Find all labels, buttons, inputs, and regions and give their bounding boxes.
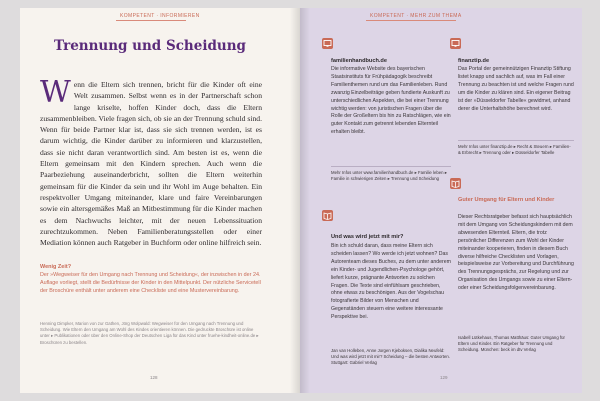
reference-text: Henning Dimpker, Marion von zur Gathen, Jörg Wolpwald: Wegweiser für den Umgang nach Trennung und Scheidung. Wie Eltern den Umgang am Wohl des Kindes orientieren können. Die gedruckte Broschüre ist online unter ▸ Publikationen oder über den Online-Shop der Deutschen Liga für das Kind unter fruehe-kindheit-online.de ▸ Broschüren zu bestellen. [40,321,259,345]
text-finanztip: Das Portal der gemeinnützigen Finanztip Stiftung listet knapp und sachlich auf, was im Fall einer Trennung zu beachten ist und welche Fragen rund um die Kinder zu klären sind. Ein eigener Beitrag ist der »Düsseldorfer Tabelle« gewidmet, anhand derer die Unterhaltshöhe berechnet wird. [458,66,574,112]
divider [458,140,574,141]
divider [331,166,451,167]
text-guter-umgang: Dieser Rechtsratgeber befasst sich hauptsächlich mit dem Umgang von Scheidungskindern mit dem abwesenden Elternteil. Eltern, die trotz persönlicher Differenzen zum Wohl der Kinder miteinander kooperieren, finden in diesem Buch diverse hilfreiche Checklisten und Vorlagen, beispielsweise zur Vorbereitung und Durchführung des Trennungsgesprächs, zur Regelung und zur Organisation des Umgangs sowie zu einer Eltern- oder einer Scheidungsfolgenvereinbarung. [458,214,574,292]
body-text [40,75,262,248]
page-number-left: 128 [150,375,158,380]
more-familienhandbuch: Mehr Infos unter www.familienhandbuch.de ▸ Familie leben ▸ Familie in schwierigen Zeiten ▸ Trennung und Scheidung [331,170,447,182]
drop-cap: W [40,75,71,110]
heading-guter-umgang: Guter Umgang für Eltern und Kinder [458,197,555,203]
book-icon [450,178,461,189]
body-paragraph: enn die Eltern sich trennen, bricht für die Kinder oft eine Welt zusammen. Selbst wenn es in der Partnerschaft schon lange kriselte, hoffen Kinder doch, dass die Eltern zusammenbleiben. Viele fragen sich, ob sie an der Trennung schuld sind. Wenn für beide Partner klar ist, dass sie sich trennen werden, ist es darum wichtig, die Kinder darüber zu informieren und klarzustellen, dass sie nicht daran verantwortlich sind. Am besten ist es, wenn die Eltern gemeinsam mit den Kindern sprechen. Auch wenn die Paarbeziehung auseinanderbricht, sollten die Eltern weiterhin gemeinsam für die Kinder da sein und ihr Wohl im Auge behalten. Ein respektvoller Umgang miteinander, klare und faire Vereinbarungen sowie ein altersgemäßes Maß an Mitbestimmung für die Kinder machen es dem Nachwuchs leichter, mit der neuen Lebenssituation zurechtzukommen. Neben Familienberatungsstellen oder einer Mediation können auch Ratgeber in Buchform oder online hilfreich sein. [40,80,262,248]
ref-guter-umgang: Isabell Lütkehaus, Thomas Matthäus: Guter Umgang für Eltern und Kinder. Ein Ratgeber für Trennung und Scheidung. München: beck im dtv Verlag [458,335,565,353]
book-icon [322,210,333,221]
page-title: Trennung und Scheidung [54,38,246,54]
ref-und-was-wird: Jan van Holleben, Anne Jorgen Kjeboksen, Dialika Neufeld: Und was wird jetzt mit mir? Scheidung – die besten Antworten. Stuttgart: Gabriel Verlag [331,348,450,366]
heading-finanztip: finanztip.de [458,58,490,64]
heading-familienhandbuch: familienhandbuch.de [331,58,387,64]
kicker-rule [116,20,186,21]
text-und-was-wird: Bin ich schuld daran, dass meine Eltern sich scheiden lassen? Wo werde ich jetzt wohnen? Das Autorenteam dieses Buches, zu dem unter anderem ein Kinder- und Jugendlichen-Psychologe gehört, liefert kurze, prägnante Antworten zu solchen Fragen. Die Texte sind einfühlsam geschrieben, ohne etwas zu beschönigen. Aus der Vogelschau fotografierte Bilder von Menschen und Gegenständen steuern eine weitere interessante Perspektive bei. [331,243,451,321]
tip-text: Der »Wegweiser für den Umgang nach Trennung und Scheidung«, der inzwischen in der 24. Auflage vorliegt, stellt die Bedürfnisse der Kinder in den Mittelpunkt. Der nützliche Servicetell der Broschüre enthält unter anderem eine Checkliste und eine Mustervereinbarung. [40,272,261,294]
page-number-right: 129 [440,375,448,380]
kicker-rule-right [366,20,456,21]
left-kicker: KOMPETENT · INFORMIEREN [120,13,200,19]
text-familienhandbuch: Die informative Website des bayerischen Staatsinstituts für Frühpädagogik beschreibt Familienthemen rund um das Familienleben. Rund zwanzig Einzelbeiträge geben fundierte Auskunft zu unterschiedlichen Aspekten, die bei einer Trennung wichtig werden: von juristischen Fragen über die Rolle der Großeltern bis hin zu Ratschlägen, wie ein guter Kontakt zum getrennt lebenden Elternteil erhalten bleibt. [331,66,451,136]
tip-title: Wenig Zeit? [40,264,72,270]
heading-und-was-wird: Und was wird jetzt mit mir? [331,234,404,240]
monitor-icon [450,38,461,49]
more-finanztip: Mehr Infos unter finanztip.de ▸ Recht & Steuern ▸ Familien- & Erbrecht ▸ Trennung oder ▸ Düsseldorfer Tabelle [458,144,571,156]
book-gutter [290,8,310,393]
right-kicker: KOMPETENT · MEHR ZUM THEMA [370,13,462,19]
monitor-icon [322,38,333,49]
